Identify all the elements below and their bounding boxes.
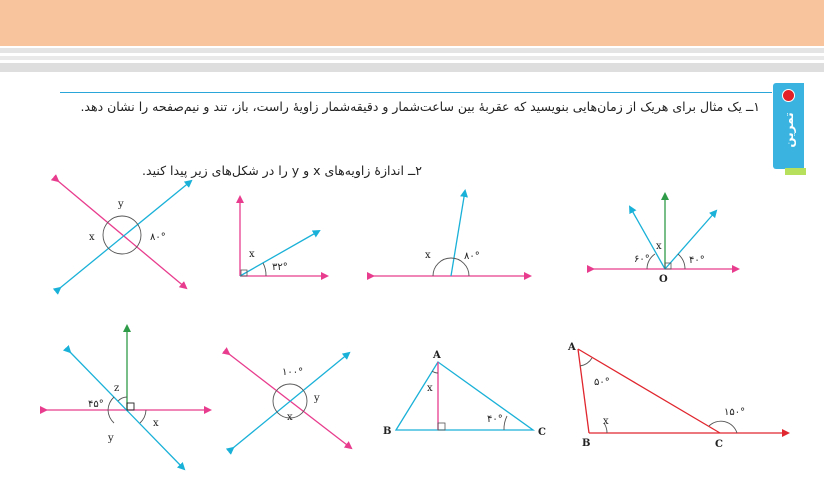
question-2: ۲ــ اندازهٔ زاویه‌های x و y را در شکل‌های زیر پیدا کنید. — [142, 163, 422, 178]
figure-1 — [58, 181, 191, 288]
line-cyan — [60, 181, 191, 288]
label-x: x — [153, 418, 159, 429]
label-x: x — [427, 383, 433, 394]
label-y: y — [108, 433, 114, 444]
angle-arc-x — [432, 371, 438, 373]
figure-3 — [373, 191, 530, 276]
label-angle: ۴۰° — [487, 414, 503, 425]
angle-arc-right — [678, 254, 685, 269]
exercise-tab-label: تمرین — [782, 112, 796, 148]
label-y: y — [118, 199, 124, 210]
figure-7 — [383, 350, 546, 438]
label-a: A — [568, 342, 576, 353]
label-c: C — [715, 439, 723, 450]
angle-arc-x — [140, 410, 146, 423]
right-angle-mark — [127, 403, 134, 410]
label-z: z — [114, 383, 120, 394]
side-ab — [578, 349, 589, 433]
figure-4 — [593, 194, 738, 285]
label-vertex: O — [659, 274, 668, 285]
triangle-abc — [396, 362, 533, 430]
right-angle-mark — [438, 423, 445, 430]
figure-2 — [240, 197, 327, 276]
label-x: x — [249, 249, 255, 260]
label-c: C — [538, 427, 546, 438]
label-y: y — [314, 393, 320, 404]
angle-arc-z — [118, 397, 127, 401]
label-b: B — [582, 438, 591, 449]
label-x: x — [89, 232, 95, 243]
figure-5 — [46, 326, 210, 469]
side-ac — [578, 349, 720, 433]
label-angle: ۸۰° — [464, 251, 480, 262]
label-angle: ۴۵° — [88, 399, 104, 410]
label-angle-ext: ۱۵۰° — [724, 407, 746, 418]
label-a: A — [433, 350, 441, 361]
label-x: x — [603, 416, 609, 427]
label-angle: ۳۲° — [272, 262, 288, 273]
label-x: x — [656, 241, 662, 252]
figure-6 — [229, 353, 351, 448]
label-left-angle: ۶۰° — [634, 254, 650, 265]
angle-arc-y — [108, 410, 114, 423]
label-angle: ۸۰° — [150, 232, 166, 243]
angle-arc-ext — [709, 421, 737, 433]
line-magenta — [58, 181, 186, 288]
label-right-angle: ۴۰° — [689, 255, 705, 266]
question-1: ۱ــ یک مثال برای هریک از زمان‌هایی بنویسید که عقربهٔ بین ساعت‌شمار و دقیقه‌شمار زاویهٔ راست، باز، تند و نیم‌صفحه را نشان دهد. — [80, 99, 760, 114]
label-angle-a: ۵۰° — [594, 377, 610, 388]
angle-arc — [263, 263, 266, 276]
label-b: B — [383, 426, 392, 437]
angle-arc-a — [580, 358, 592, 366]
angle-arc-45 — [108, 397, 114, 410]
label-x: x — [287, 412, 293, 423]
ray-cyan — [451, 191, 465, 276]
angle-arc-c — [504, 416, 507, 430]
figure-8 — [567, 342, 788, 450]
label-angle: ۱۰۰° — [282, 367, 304, 378]
label-x: x — [425, 250, 431, 261]
